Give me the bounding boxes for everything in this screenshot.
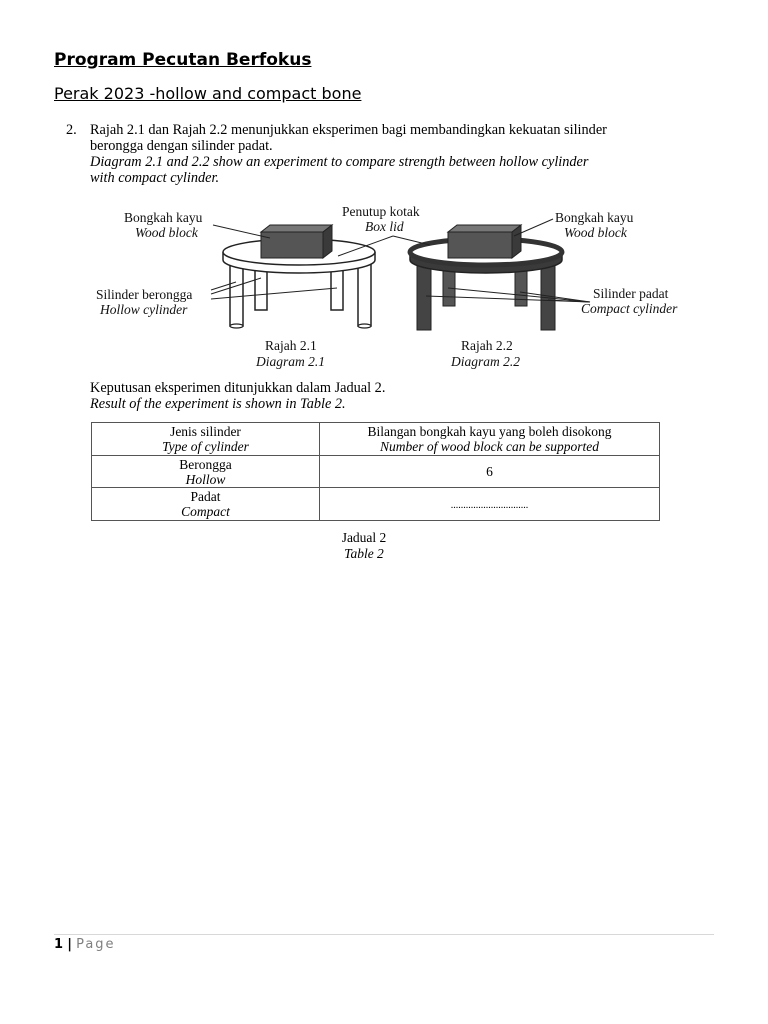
cell-compact-answer-blank: ...............................: [320, 488, 660, 521]
table-row: [92, 456, 660, 488]
table-caption: [334, 530, 394, 562]
page-word: Page: [76, 937, 116, 952]
footer-divider: [54, 934, 714, 935]
label-wood-block-en-left: Wood block: [135, 225, 198, 240]
label-box-lid-en: Box lid: [365, 219, 404, 234]
experiment-diagram: [90, 198, 710, 370]
caption-diagram-1-ms: Rajah 2.1: [265, 338, 317, 353]
document-title: Program Pecutan Berfokus: [54, 50, 312, 70]
label-wood-block-ms-left: Bongkah kayu: [124, 210, 203, 225]
question-english-line-1: Diagram 2.1 and 2.2 show an experiment to compare strength between hollow cylinder: [90, 154, 589, 170]
question-number: 2.: [66, 122, 77, 138]
caption-diagram-2-ms: Rajah 2.2: [461, 338, 513, 353]
footer-separator: |: [67, 937, 72, 952]
hollow-table-illustration: [223, 225, 375, 328]
header-cylinder-type: Jenis silinder Type of cylinder: [92, 423, 320, 456]
table-row: [92, 488, 660, 521]
label-box-lid-ms: Penutup kotak: [342, 204, 420, 219]
results-table: [91, 422, 660, 521]
question-malay-line-2: berongga dengan silinder padat.: [90, 138, 273, 154]
cell-hollow-type: Berongga Hollow: [92, 456, 320, 488]
result-english: Result of the experiment is shown in Table 2.: [90, 396, 346, 412]
caption-diagram-2-en: Diagram 2.2: [451, 354, 521, 369]
page-number: 1: [54, 937, 64, 952]
question-english-line-2: with compact cylinder.: [90, 170, 220, 186]
table-caption-en: Table 2: [344, 546, 384, 561]
label-wood-block-ms-right: Bongkah kayu: [555, 210, 634, 225]
page-footer: [54, 937, 116, 952]
document-subtitle: Perak 2023 -hollow and compact bone: [54, 84, 362, 103]
header-block-count: Bilangan bongkah kayu yang boleh disokong Number of wood block can be supported: [320, 423, 660, 456]
compact-table-illustration: [410, 225, 562, 330]
result-statement: [90, 380, 690, 412]
label-hollow-en: Hollow cylinder: [100, 302, 188, 317]
table-header-row: [92, 423, 660, 456]
cell-compact-type: Padat Compact: [92, 488, 320, 521]
result-malay: Keputusan eksperimen ditunjukkan dalam Jadual 2.: [90, 380, 386, 396]
table-caption-ms: Jadual 2: [341, 530, 387, 545]
label-compact-en: Compact cylinder: [581, 301, 678, 316]
caption-diagram-1-en: Diagram 2.1: [256, 354, 326, 369]
label-compact-ms: Silinder padat: [593, 286, 669, 301]
question-text: [66, 122, 686, 186]
label-wood-block-en-right: Wood block: [564, 225, 627, 240]
label-hollow-ms: Silinder berongga: [96, 287, 193, 302]
cell-hollow-value: 6: [320, 456, 660, 488]
question-malay-line-1: Rajah 2.1 dan Rajah 2.2 menunjukkan eksperimen bagi membandingkan kekuatan silinder: [90, 122, 607, 138]
